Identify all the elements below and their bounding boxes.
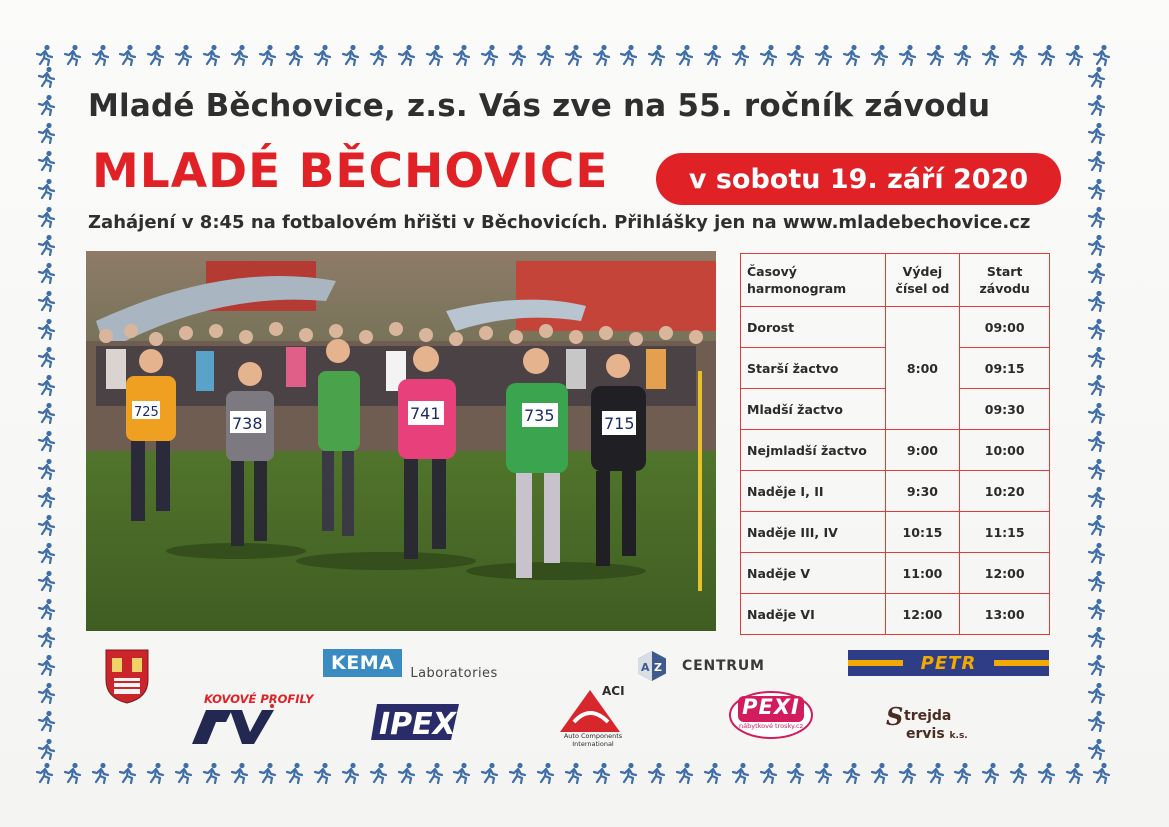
runner-icon [173,762,195,784]
runner-icon [897,44,919,66]
runner-icon [1086,290,1108,312]
runner-border-top [34,44,1114,70]
runner-icon [897,762,919,784]
runner-border-bottom [34,762,1114,788]
runner-icon [1086,374,1108,396]
table-row [741,307,1050,348]
runner-icon [36,206,58,228]
runner-icon [201,762,223,784]
row-start: 09:15 [960,348,1050,389]
runner-icon [36,318,58,340]
race-photo-illustration [86,251,716,631]
runner-icon [62,762,84,784]
bib-741: 741 [410,404,441,423]
runner-icon [841,762,863,784]
row-start: 13:00 [960,594,1050,635]
aci-sub: Auto Components International [563,732,623,748]
event-date-badge [656,153,1061,205]
runner-icon [36,290,58,312]
runner-icon [257,44,279,66]
runner-icon [1008,762,1030,784]
runner-icon [1064,44,1086,66]
invitation-headline: Mladé Běchovice, z.s. Vás zve na 55. ročník závodu [88,88,991,124]
runner-icon [925,762,947,784]
runner-icon [591,44,613,66]
row-issue: 9:30 [885,471,960,512]
table-row [741,553,1050,594]
runner-icon [1036,44,1058,66]
runner-icon [1086,346,1108,368]
runner-icon [1086,318,1108,340]
runner-icon [952,44,974,66]
runner-icon [36,458,58,480]
runner-icon [1086,262,1108,284]
header-schedule: Časový harmonogram [741,254,886,307]
pexi-sub: nábytkové trosky.cz [739,722,803,730]
row-issue: 11:00 [885,553,960,594]
runner-icon [869,44,891,66]
strejda-line2 [906,726,968,742]
runner-icon [1086,486,1108,508]
coat-of-arms-icon [104,648,150,704]
strejda-suffix: k.s. [949,731,968,741]
kema-logo [323,649,498,681]
runner-icon [952,762,974,784]
runner-icon [674,44,696,66]
runner-icon [1086,514,1108,536]
runner-icon [1086,122,1108,144]
runner-icon [36,122,58,144]
runner-icon [618,762,640,784]
table-row [741,512,1050,553]
runner-icon [424,762,446,784]
runner-icon [702,44,724,66]
runner-icon [813,762,835,784]
bib-735: 735 [524,406,555,425]
runner-icon [90,44,112,66]
runner-icon [229,762,251,784]
strejda-servis-logo [886,702,996,746]
runner-icon [451,44,473,66]
runner-icon [145,44,167,66]
row-start: 10:00 [960,430,1050,471]
runner-icon [1008,44,1030,66]
runner-icon [36,570,58,592]
aci-logo [556,684,630,750]
schedule-table [740,253,1050,635]
table-row [741,594,1050,635]
runner-icon [90,762,112,784]
runner-icon [36,402,58,424]
runner-icon [1086,598,1108,620]
runner-icon [1086,150,1108,172]
runner-icon [758,44,780,66]
row-issue: 9:00 [885,430,960,471]
row-start: 09:00 [960,307,1050,348]
runner-icon [36,178,58,200]
runner-icon [34,44,56,66]
svg-text:Z: Z [654,661,662,674]
runner-icon [424,44,446,66]
runner-icon [36,94,58,116]
runner-icon [312,762,334,784]
aci-name: ACI [602,684,625,698]
runner-icon [1086,234,1108,256]
strejda-letter-s: S [886,702,904,731]
runner-icon [730,44,752,66]
runner-icon [229,44,251,66]
runner-icon [785,44,807,66]
runner-icon [1086,66,1108,88]
runner-icon [1086,738,1108,760]
runner-icon [368,44,390,66]
schedule-header-row [741,254,1050,307]
row-start: 11:15 [960,512,1050,553]
runner-icon [925,44,947,66]
runner-icon [563,762,585,784]
az-centrum-name: CENTRUM [682,658,765,674]
runner-icon [980,762,1002,784]
row-start: 09:30 [960,389,1050,430]
runner-icon [730,762,752,784]
row-category: Naděje III, IV [741,512,886,553]
kovove-profily-name: KOVOVÉ PROFILY [204,692,314,706]
bib-738: 738 [232,414,263,433]
runner-icon [36,66,58,88]
runner-icon [1086,430,1108,452]
runner-icon [758,762,780,784]
runner-icon [1086,570,1108,592]
runner-icon [117,762,139,784]
runner-icon [507,762,529,784]
event-title: MLADÉ BĚCHOVICE [92,144,609,199]
runner-icon [117,44,139,66]
row-category: Naděje I, II [741,471,886,512]
row-category: Naděje VI [741,594,886,635]
runner-icon [841,44,863,66]
row-category: Mladší žactvo [741,389,886,430]
runner-icon [702,762,724,784]
runner-icon [646,762,668,784]
runner-icon [36,682,58,704]
runner-icon [36,738,58,760]
runner-icon [1086,178,1108,200]
runner-icon [785,762,807,784]
runner-icon [36,234,58,256]
row-category: Naděje V [741,553,886,594]
runner-icon [34,762,56,784]
row-issue: 10:15 [885,512,960,553]
runner-border-left [36,66,60,760]
strejda-servis-word: ervis [906,726,945,742]
row-start: 12:00 [960,553,1050,594]
ipex-logo [371,700,463,748]
runner-icon [451,762,473,784]
row-category: Dorost [741,307,886,348]
runner-icon [1086,402,1108,424]
runner-icon [646,44,668,66]
runner-icon [618,44,640,66]
ipex-name: IPEX [379,707,456,742]
runner-icon [1091,762,1113,784]
runner-icon [535,44,557,66]
runner-icon [145,762,167,784]
runner-icon [1086,94,1108,116]
pexi-logo [728,690,814,740]
table-row [741,430,1050,471]
runner-icon [396,44,418,66]
runner-icon [563,44,585,66]
runner-icon [36,262,58,284]
kovove-profily-logo [192,692,314,748]
runner-icon [201,44,223,66]
runner-icon [340,762,362,784]
runner-icon [1086,206,1108,228]
runner-icon [507,44,529,66]
runner-icon [368,762,390,784]
runner-icon [36,654,58,676]
kema-name: KEMA [323,649,402,677]
runner-icon [1091,44,1113,66]
runner-icon [869,762,891,784]
row-issue: 12:00 [885,594,960,635]
runner-icon [1064,762,1086,784]
pexi-name: PEXI [742,695,800,719]
runner-icon [284,762,306,784]
az-hexagon-icon [636,650,668,682]
runner-icon [1086,654,1108,676]
runner-icon [173,44,195,66]
table-row [741,471,1050,512]
strejda-line1: trejda [904,708,952,724]
runner-icon [257,762,279,784]
event-info-line: Zahájení v 8:45 na fotbalovém hřišti v Běchovicích. Přihlášky jen na www.mladebechovice.cz [88,212,1031,233]
runner-icon [312,44,334,66]
runner-icon [674,762,696,784]
runner-icon [1086,682,1108,704]
row-start: 10:20 [960,471,1050,512]
runner-icon [535,762,557,784]
runner-icon [36,374,58,396]
runner-icon [36,150,58,172]
row-category: Starší žactvo [741,348,886,389]
runner-icon [479,44,501,66]
petr-logo [848,650,1049,676]
runner-icon [980,44,1002,66]
runner-icon [36,598,58,620]
runner-icon [36,626,58,648]
runner-icon [36,486,58,508]
header-issue: Výdej čísel od [885,254,960,307]
petr-name: PETR [903,653,995,674]
runner-icon [1086,458,1108,480]
runner-icon [591,762,613,784]
runner-icon [813,44,835,66]
row-category: Nejmladší žactvo [741,430,886,471]
runner-icon [36,514,58,536]
header-start: Start závodu [960,254,1050,307]
race-photo [86,251,716,631]
runner-icon [36,346,58,368]
runner-icon [36,710,58,732]
row-issue: 8:00 [885,307,960,430]
runner-icon [284,44,306,66]
runner-icon [1086,710,1108,732]
event-date-text: v sobotu 19. září 2020 [688,163,1029,195]
runner-icon [1036,762,1058,784]
bib-725: 725 [134,405,159,420]
runner-icon [1086,542,1108,564]
svg-text:A: A [641,661,650,674]
bib-715: 715 [604,414,635,433]
runner-icon [36,542,58,564]
runner-icon [396,762,418,784]
runner-icon [340,44,362,66]
az-centrum-logo [636,650,765,682]
runner-icon [479,762,501,784]
runner-icon [62,44,84,66]
runner-icon [1086,626,1108,648]
runner-icon [36,430,58,452]
kema-sub: Laboratories [410,666,498,681]
runner-border-right [1086,66,1110,760]
